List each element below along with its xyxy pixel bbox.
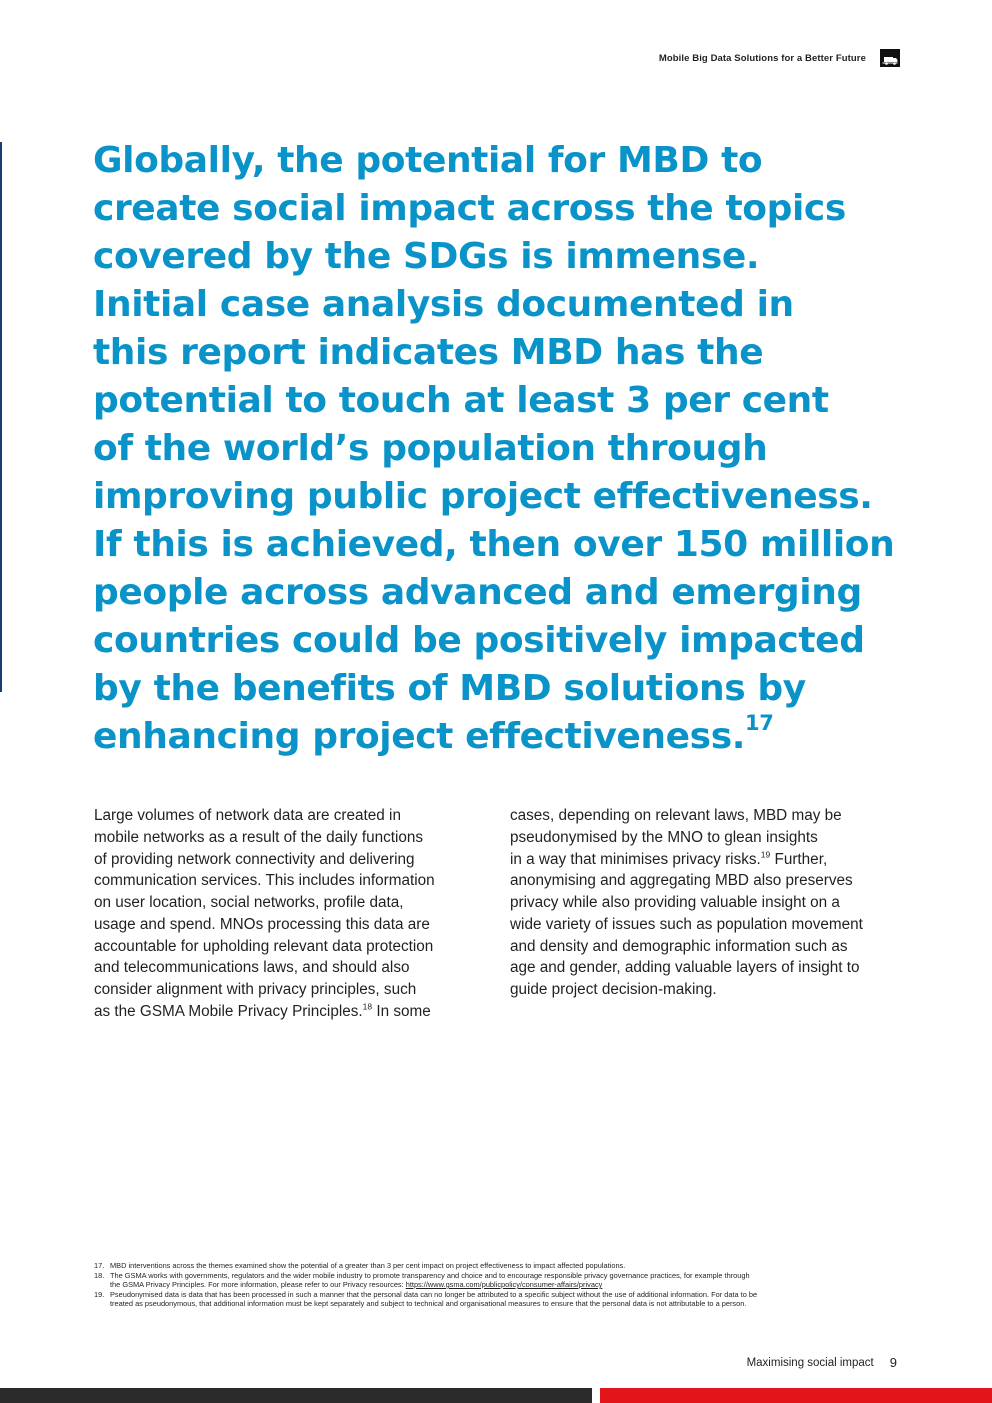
headline-line: improving public project effectiveness.: [93, 476, 873, 517]
footer-bar-dark: [0, 1388, 592, 1403]
privacy-resources-link[interactable]: https://www.gsma.com/publicpolicy/consumer-affairs/privacy: [405, 1280, 603, 1289]
headline-line: this report indicates MBD has the: [93, 332, 764, 373]
headline-line: Globally, the potential for MBD to: [93, 140, 763, 181]
footnote-text: [110, 1290, 757, 1309]
headline-line: countries could be positively impacted: [93, 620, 865, 661]
footnote-line: The GSMA works with governments, regulators and the wider mobile industry to promote transparency and choice and to encourage responsible privacy governance practices, for example through: [110, 1270, 750, 1280]
body-line: cases, depending on relevant laws, MBD may be: [510, 807, 842, 824]
body-line: [510, 849, 863, 871]
footnote-text: [110, 1261, 625, 1271]
body-column-right: [510, 805, 863, 1001]
running-header: [659, 49, 900, 67]
headline-line: covered by the SDGs is immense.: [93, 236, 760, 277]
headline-line: by the benefits of MBD solutions by: [93, 668, 806, 709]
body-line: [94, 1001, 435, 1023]
footnote-number: 17.: [94, 1261, 105, 1270]
section-name: Maximising social impact: [746, 1356, 874, 1369]
footnote-number: 19.: [94, 1289, 105, 1299]
body-column-left: [94, 805, 435, 1023]
footnote-line: Pseudonymised data is data that has been processed in such a manner that the personal data can no longer be attributed to a specific subject without the use of additional information. For data to be: [110, 1289, 758, 1299]
headline-line: If this is achieved, then over 150 million: [93, 524, 895, 565]
headline-line: of the world’s population through: [93, 428, 768, 469]
footnote-18: [94, 1271, 894, 1290]
body-line: wide variety of issues such as population movement: [510, 915, 863, 933]
body-line: privacy while also providing valuable insight on a: [510, 894, 840, 911]
footnote-line-text: the GSMA Privacy Principles. For more information, please refer to our Privacy resources:: [110, 1280, 406, 1289]
headline-line: Initial case analysis documented in: [93, 284, 794, 325]
footnote-17: [94, 1261, 894, 1271]
footnote-line: treated as pseudonymous, that additional information must be kept separately and subject to technical and organisational measures to ensure that the personal data is not attributable to a person.: [110, 1299, 747, 1308]
body-line: and telecommunications laws, and should also: [94, 959, 410, 977]
body-line: on user location, social networks, profile data,: [94, 894, 404, 911]
footnote-number: 18.: [94, 1270, 105, 1280]
body-line: consider alignment with privacy principles, such: [94, 981, 417, 998]
body-line: age and gender, adding valuable layers of insight to: [510, 959, 860, 977]
body-line: of providing network connectivity and delivering: [94, 850, 415, 868]
pull-quote-headline: [93, 137, 923, 761]
headline-line: [93, 713, 923, 761]
left-margin-rule: [0, 142, 2, 692]
footnote-ref-17: 17: [745, 711, 774, 736]
body-line: pseudonymised by the MNO to glean insights: [510, 828, 818, 846]
footnote-19: [94, 1290, 894, 1309]
footnotes: [94, 1261, 894, 1309]
headline-line-text: enhancing project effectiveness.: [93, 716, 746, 757]
body-line-text: In some: [372, 1002, 431, 1020]
footnote-ref-18: 18: [362, 1001, 373, 1012]
body-line-text: as the GSMA Mobile Privacy Principles.: [94, 1002, 363, 1020]
footer-bar-red: [600, 1388, 992, 1403]
body-line: guide project decision-making.: [510, 981, 717, 998]
body-line: usage and spend. MNOs processing this data are: [94, 915, 430, 933]
body-line: mobile networks as a result of the daily functions: [94, 828, 424, 846]
body-line: and density and demographic information such as: [510, 937, 848, 955]
body-line: communication services. This includes information: [94, 872, 435, 890]
headline-line: potential to touch at least 3 per cent: [93, 380, 829, 421]
body-line-text: Further,: [770, 850, 828, 868]
page-footer: [747, 1355, 897, 1370]
footnote-line: MBD interventions across the themes examined show the potential of a greater than 3 per cent impact on project effectiveness to impact affected populations.: [110, 1261, 626, 1270]
body-line: accountable for upholding relevant data protection: [94, 937, 434, 955]
body-line: anonymising and aggregating MBD also preserves: [510, 872, 853, 890]
footnote-ref-19: 19: [760, 849, 771, 860]
truck-icon: [880, 49, 900, 67]
footnote-line: [110, 1280, 750, 1290]
page-number: 9: [889, 1355, 897, 1370]
headline-line: people across advanced and emerging: [93, 572, 862, 613]
footnote-text: [110, 1271, 750, 1290]
publication-title: Mobile Big Data Solutions for a Better Future: [658, 52, 866, 64]
body-line-text: in a way that minimises privacy risks.: [510, 850, 761, 868]
headline-line: create social impact across the topics: [93, 188, 846, 229]
body-line: Large volumes of network data are created in: [94, 807, 401, 824]
